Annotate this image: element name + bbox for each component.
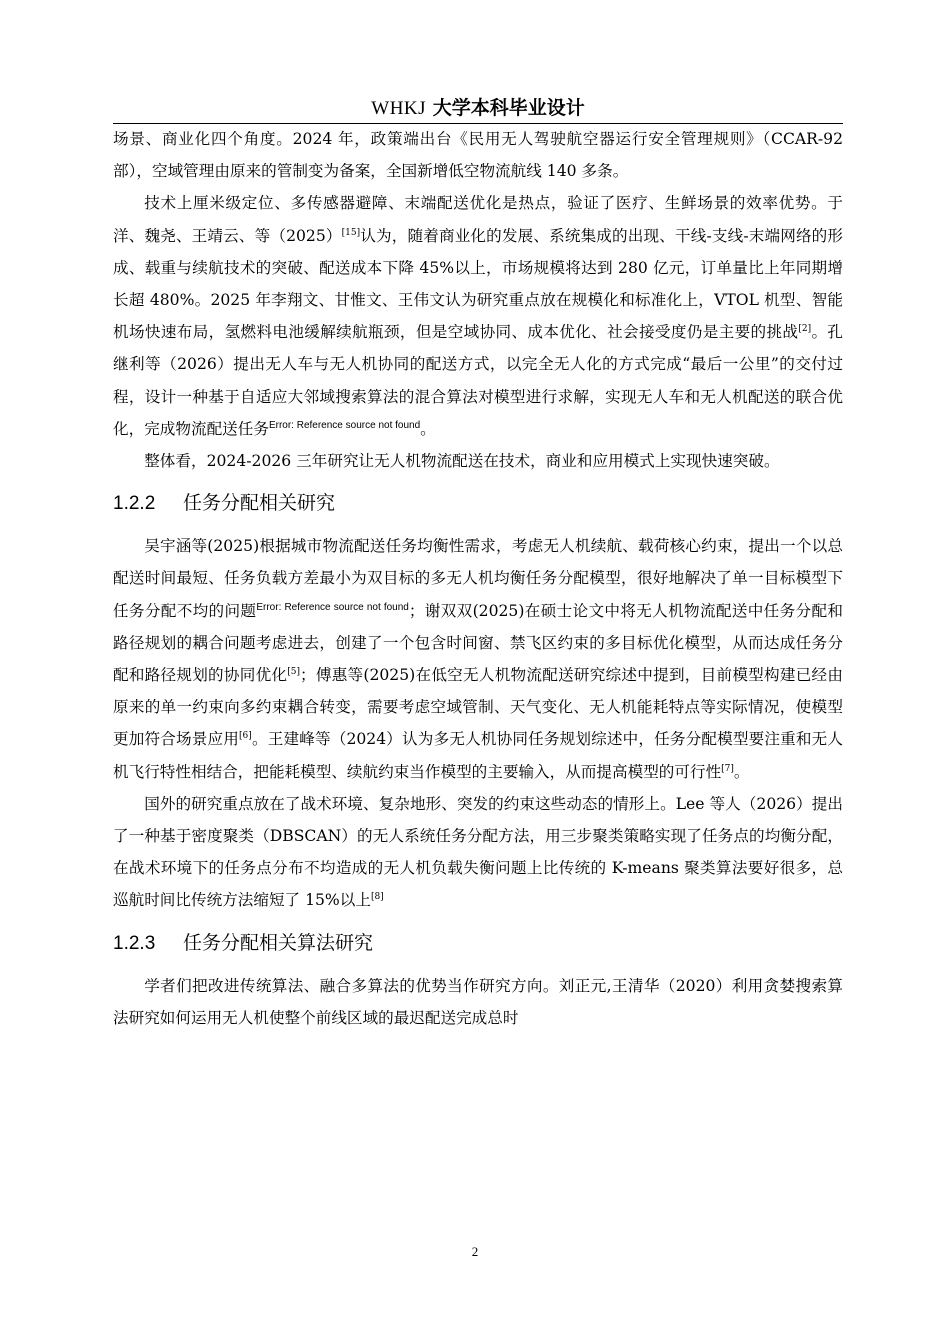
paragraph-4 [113,530,843,788]
reference-error: Error: Reference source not found [256,601,409,613]
header-latin: WHKJ [371,98,427,119]
paragraph-3: 整体看，2024-2026 三年研究让无人机物流配送在技术，商业和应用模式上实现快速突破。 [144,452,780,471]
paragraph-1: 场景、商业化四个角度。2024 年，政策端出台《民用无人驾驶航空器运行安全管理规则》（CCAR-92 部），空域管理由原来的管制变为备案，全国新增低空物流航线 140 多条。 [113,130,843,181]
paragraph-5-text-a: 国外的研究重点放在了战术环境、复杂地形、突发的约束这些动态的情形上。Lee 等人（2026）提出了一种基于密度聚类（DBSCAN）的无人系统任务分配方法，用三步聚类策略实现了任务点的均衡分配，在战术环境下的任务点分布不均造成的无人机负载失衡问题上比传统的 K-means 聚类算法要好很多，总巡航时间比传统方法缩短了 15%以上 [113,794,843,910]
paragraph-2 [113,187,843,445]
section-number: 1.2.2 [113,493,156,515]
citation: [15] [341,227,361,238]
citation: [5] [287,666,301,677]
page-header [113,96,843,124]
paragraph-4-text-a: 吴宇涵等(2025)根据城市物流配送任务均衡性需求，考虑无人机续航、载荷核心约束，提出一个以总配送时间最短、任务负载方差最小为双目标的多无人机均衡任务分配模型，很好地解决了单一目标模型下任务分配不均的问题 [113,537,843,620]
paragraph-6: 学者们把改进传统算法、融合多算法的优势当作研究方向。刘正元,王清华（2020）利用贪婪搜索算法研究如何运用无人机使整个前线区域的最迟配送完成总时 [113,976,843,1027]
citation: [2] [798,324,812,335]
page-number: 2 [471,1244,479,1259]
section-title: 任务分配相关研究 [183,492,336,515]
page-body [113,123,843,1034]
paragraph-5 [113,788,843,917]
paragraph-4-text-e: 。 [733,762,750,781]
citation: [6] [239,731,252,742]
paragraph-2-text-c: 。孔继利等（2026）提出无人车与无人机协同的配送方式，以完全无人化的方式完成“最后一公里”的交付过程，设计一种基于自适应大邻域搜索算法的混合算法对模型进行求解，实现无人车和无人机配送的联合优化，完成物流配送任务 [113,323,843,438]
citation: [7] [721,763,734,774]
section-title: 任务分配相关算法研究 [183,931,374,954]
reference-error: Error: Reference source not found [268,419,421,431]
paragraph-4-text-b: ；谢双双(2025)在硕士论文中将无人机物流配送中任务分配和路径规划的耦合问题考虑进去，创建了一个包含时间窗、禁飞区约束的多目标优化模型，从而达成任务分配和路径规划的协同优化 [113,601,843,685]
section-number: 1.2.3 [113,932,156,954]
paragraph-4-text-d: 。王建峰等（2024）认为多无人机协同任务规划综述中，任务分配模型要注重和无人机飞行特性相结合，把能耗模型、续航约束当作模型的主要输入，从而提高模型的可行性 [113,730,843,781]
citation: [8] [370,892,384,903]
paragraph-2-text-d: 。 [420,419,436,438]
paragraph-2-text-a: 技术上厘米级定位、多传感器避障、末端配送优化是热点，验证了医疗、生鲜场景的效率优势。于洋、魏尧、王靖云、等（2025） [113,194,843,245]
header-title: 大学本科毕业设计 [432,97,585,119]
section-heading-1-2-3 [113,927,843,960]
paragraph-2-text-b: 认为，随着商业化的发展、系统集成的出现、干线-支线-末端网络的形成、载重与续航技术的突破、配送成本下降 45%以上，市场规模将达到 280 亿元，订单量比上年同期增长超 480%。2025 年李翔文、甘惟文、王伟文认为研究重点放在规模化和标准化上，VTOL 机型、智能机场快速布局，氢燃料电池缓解续航瓶颈，但是空域协同、成本优化、社会接受度仍是主要的挑战 [113,226,844,342]
section-heading-1-2-2 [113,487,843,520]
paragraph-4-text-c: ；傅惠等(2025)在低空无人机物流配送研究综述中提到，目前模型构建已经由原来的单一约束向多约束耦合转变，需要考虑空域管制、天气变化、无人机能耗特点等实际情况，使模型更加符合场景应用 [113,666,843,749]
